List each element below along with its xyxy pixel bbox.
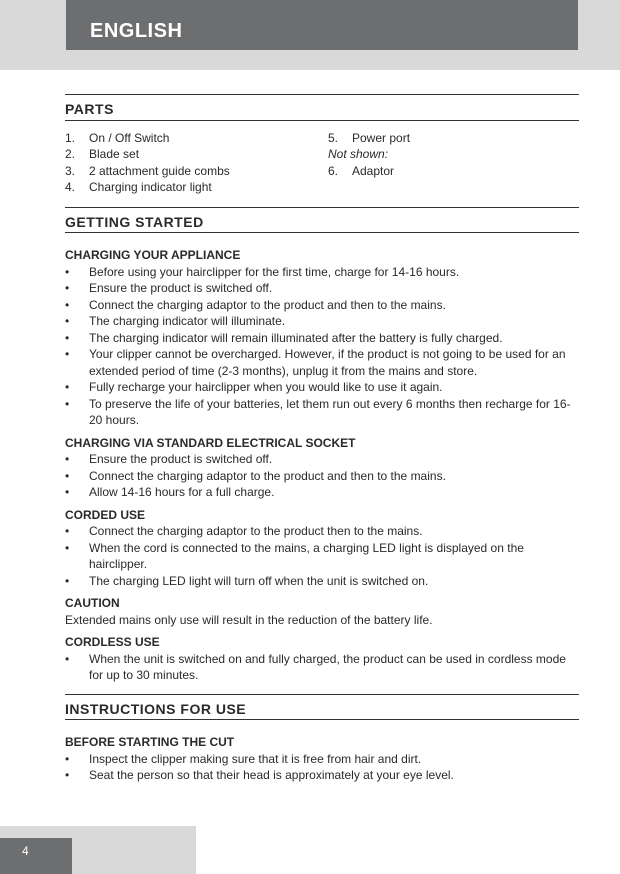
subheading-caution: CAUTION	[65, 596, 120, 610]
section-heading-parts: PARTS	[65, 94, 579, 121]
list-item-text: Connect the charging adaptor to the product and then to the mains.	[89, 468, 446, 483]
bullet-icon: •	[65, 297, 70, 312]
list-item-text: Ensure the product is switched off.	[89, 281, 273, 295]
page-number-tab	[0, 838, 72, 874]
list-item-text: The charging indicator will remain illuminated after the battery is fully charged.	[89, 330, 503, 345]
caution-text: Extended mains only use will result in the reduction of the battery life.	[65, 612, 433, 627]
part-text: Charging indicator light	[89, 180, 212, 194]
parts-column-right	[328, 130, 410, 196]
part-number: 6.	[328, 163, 339, 178]
list-item-text: Before using your hairclipper for the first time, charge for 14-16 hours.	[89, 264, 460, 279]
part-text: Power port	[352, 130, 411, 145]
bullet-icon: •	[65, 330, 70, 345]
list-item-text: Inspect the clipper making sure that it is free from hair and dirt.	[89, 751, 422, 766]
subheading-charging: CHARGING YOUR APPLIANCE	[65, 248, 241, 262]
subheading-before-cut: BEFORE STARTING THE CUT	[65, 735, 235, 749]
bullet-icon: •	[65, 468, 70, 483]
list-item	[65, 468, 579, 485]
list-item	[65, 280, 579, 297]
before-cut-list	[65, 751, 579, 784]
list-item	[65, 451, 579, 468]
list-item-text: Fully recharge your hairclipper when you would like to use it again.	[89, 380, 443, 394]
list-item-text: The charging indicator will illuminate.	[89, 314, 286, 328]
bullet-icon: •	[65, 452, 70, 466]
subheading-socket: CHARGING VIA STANDARD ELECTRICAL SOCKET	[65, 435, 356, 450]
list-item	[65, 523, 579, 540]
part-text: 2 attachment guide combs	[89, 163, 230, 178]
part-number: 3.	[65, 163, 76, 178]
list-item	[65, 346, 579, 379]
bullet-icon: •	[65, 347, 70, 361]
list-item-text: Your clipper cannot be overcharged. However, if the product is not going to be used for an extended period of time (2-3 months), unplug it from the mains and store.	[89, 347, 566, 378]
bullet-icon: •	[65, 573, 70, 588]
list-item	[65, 297, 579, 314]
section-heading-instructions: INSTRUCTIONS FOR USE	[65, 694, 579, 721]
bullet-icon: •	[65, 281, 70, 295]
list-item	[65, 313, 579, 330]
bullet-icon: •	[65, 540, 70, 555]
part-item	[65, 146, 328, 163]
list-item-text: Allow 14-16 hours for a full charge.	[89, 485, 275, 499]
list-item	[65, 379, 579, 396]
bullet-icon: •	[65, 264, 70, 279]
bullet-icon: •	[65, 380, 70, 394]
cordless-list	[65, 651, 579, 684]
list-item	[65, 751, 579, 768]
charging-list	[65, 264, 579, 429]
bullet-icon: •	[65, 314, 70, 328]
list-item-text: Connect the charging adaptor to the product and then to the mains.	[89, 297, 446, 312]
bullet-icon: •	[65, 751, 70, 766]
list-item	[65, 651, 579, 684]
page-number: 4	[22, 844, 29, 858]
part-item	[65, 163, 328, 180]
language-label: ENGLISH	[90, 20, 183, 42]
bullet-icon: •	[65, 524, 70, 538]
bullet-icon: •	[65, 485, 70, 499]
part-text: Adaptor	[352, 163, 395, 178]
list-item-text: Connect the charging adaptor to the product then to the mains.	[89, 524, 423, 538]
manual-content	[65, 94, 579, 784]
subheading-corded: CORDED USE	[65, 507, 146, 522]
socket-list	[65, 451, 579, 501]
bullet-icon: •	[65, 651, 70, 666]
list-item	[65, 396, 579, 429]
part-number: 5.	[328, 130, 339, 145]
corded-list	[65, 523, 579, 589]
part-text: On / Off Switch	[89, 130, 170, 145]
list-item	[65, 540, 579, 573]
section-heading-getting-started: GETTING STARTED	[65, 207, 579, 234]
bullet-icon: •	[65, 396, 70, 411]
bullet-icon: •	[65, 768, 70, 782]
subheading-cordless: CORDLESS USE	[65, 635, 160, 649]
list-item-text: To preserve the life of your batteries, let them run out every 6 months then recharge for 16-20 hours.	[89, 396, 571, 427]
part-item	[328, 163, 410, 180]
list-item	[65, 330, 579, 347]
part-text: Blade set	[89, 147, 140, 161]
list-item-text: Seat the person so that their head is approximately at your eye level.	[89, 768, 454, 782]
part-number: 2.	[65, 147, 76, 161]
list-item	[65, 767, 579, 784]
list-item-text: When the cord is connected to the mains, a charging LED light is displayed on the hairclipper.	[89, 540, 524, 571]
parts-column-left	[65, 130, 328, 196]
part-item	[328, 130, 410, 147]
part-number: 1.	[65, 130, 76, 145]
language-tab	[66, 0, 578, 50]
parts-list	[65, 130, 579, 196]
list-item	[65, 573, 579, 590]
list-item-text: The charging LED light will turn off when the unit is switched on.	[89, 573, 429, 588]
part-item	[65, 179, 328, 196]
list-item-text: Ensure the product is switched off.	[89, 452, 273, 466]
list-item	[65, 484, 579, 501]
list-item	[65, 264, 579, 281]
part-item	[65, 130, 328, 147]
list-item-text: When the unit is switched on and fully charged, the product can be used in cordless mode for up to 30 minutes.	[89, 651, 566, 682]
not-shown-label: Not shown:	[328, 147, 389, 161]
part-number: 4.	[65, 180, 76, 194]
